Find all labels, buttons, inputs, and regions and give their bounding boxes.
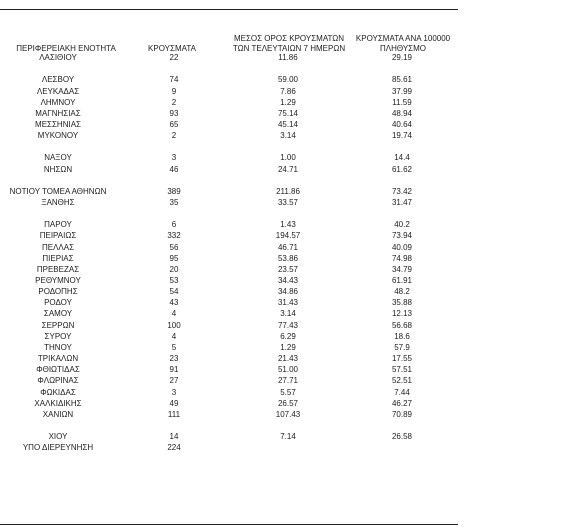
avg-7day-cell: 27.71: [277, 376, 299, 386]
avg-7day-cell: 77.43: [277, 320, 299, 330]
per100k-cell: 61.91: [391, 276, 413, 285]
region-cell: ΤΗΝΟΥ: [44, 342, 72, 352]
cases-cell: 332: [167, 231, 181, 241]
cases-cell: 4: [171, 309, 177, 319]
header-avg-line1: ΜΕΣΟΣ ΟΡΟΣ ΚΡΟΥΣΜΑΤΩΝ: [233, 34, 345, 43]
per100k-cell: 29.19: [391, 53, 413, 62]
cases-cell: 6: [171, 220, 177, 230]
header-avg-line2: ΤΩΝ ΤΕΛΕΥΤΑΙΩΝ 7 ΗΜΕΡΩΝ: [232, 44, 346, 53]
cases-cell: 224: [167, 443, 181, 453]
region-cell: ΝΟΤΙΟΥ ΤΟΜΕΑ ΑΘΗΝΩΝ: [9, 186, 107, 196]
avg-7day-cell: 21.43: [277, 354, 299, 364]
cases-cell: 4: [171, 331, 177, 341]
avg-7day-cell: 1.43: [280, 220, 296, 230]
header-cases: ΚΡΟΥΣΜΑΤΑ: [148, 44, 196, 53]
region-cell: ΥΠΟ ΔΙΕΡΕΥΝΗΣΗ: [22, 443, 94, 453]
cases-cell: 20: [169, 264, 179, 274]
per100k-cell: 7.44: [394, 387, 410, 397]
avg-7day-cell: 107.43: [275, 409, 301, 419]
cases-cell: 3: [171, 153, 177, 163]
avg-7day-cell: 24.71: [277, 164, 299, 174]
per100k-cell: 48.2: [394, 287, 410, 297]
per100k-cell: 14.4: [394, 153, 410, 163]
region-cell: ΧΙΟΥ: [48, 432, 68, 442]
per100k-cell: 61.62: [391, 164, 413, 174]
region-cell: ΦΘΙΩΤΙΔΑΣ: [36, 365, 80, 375]
cases-cell: 3: [171, 387, 177, 397]
region-cell: ΣΕΡΡΩΝ: [41, 320, 75, 330]
region-cell: ΡΕΘΥΜΝΟΥ: [35, 276, 81, 285]
region-cell: ΧΑΛΚΙΔΙΚΗΣ: [34, 398, 82, 408]
avg-7day-cell: 53.86: [277, 253, 299, 263]
region-cell: ΠΡΕΒΕΖΑΣ: [36, 264, 80, 274]
avg-7day-cell: 3.14: [280, 309, 296, 319]
avg-7day-cell: 75.14: [277, 108, 299, 118]
cases-cell: 5: [171, 342, 177, 352]
per100k-cell: 40.09: [391, 242, 413, 252]
avg-7day-cell: 11.86: [278, 53, 298, 62]
region-cell: ΝΗΣΩΝ: [43, 164, 73, 174]
region-cell: ΧΑΝΙΩΝ: [42, 409, 74, 419]
per100k-cell: 73.94: [391, 231, 413, 241]
avg-7day-cell: 34.43: [277, 276, 299, 285]
avg-7day-cell: 34.86: [277, 287, 299, 297]
avg-7day-cell: 51.00: [277, 365, 299, 375]
region-cell: ΡΟΔΟΥ: [44, 298, 72, 308]
per100k-cell: 31.47: [391, 198, 413, 207]
cases-cell: 27: [169, 376, 179, 386]
region-cell: ΤΡΙΚΑΛΩΝ: [37, 354, 79, 364]
region-cell: ΣΑΜΟΥ: [43, 309, 73, 319]
region-cell: ΜΕΣΣΗΝΙΑΣ: [35, 119, 81, 129]
per100k-cell: 40.64: [391, 119, 413, 129]
avg-7day-cell: 1.29: [280, 97, 296, 107]
cases-cell: 53: [169, 276, 179, 285]
avg-7day-cell: 6.29: [280, 331, 296, 341]
avg-7day-cell: 211.86: [276, 186, 300, 196]
per100k-cell: 34.79: [391, 264, 413, 274]
cases-cell: 93: [169, 108, 179, 118]
avg-7day-cell: 1.29: [280, 342, 296, 352]
cases-cell: 54: [169, 287, 179, 297]
per100k-cell: 57.51: [391, 365, 413, 375]
cases-cell: 56: [169, 242, 179, 252]
cases-cell: 35: [169, 198, 179, 207]
region-cell: ΛΕΣΒΟΥ: [41, 75, 75, 85]
per100k-cell: 46.27: [391, 398, 413, 408]
cases-cell: 2: [171, 97, 177, 107]
avg-7day-cell: 5.57: [280, 387, 296, 397]
cases-cell: 111: [167, 409, 181, 419]
per100k-cell: 48.94: [391, 108, 413, 118]
avg-7day-cell: 7.86: [280, 86, 296, 96]
avg-7day-cell: 59.00: [277, 75, 299, 85]
cases-cell: 91: [169, 365, 179, 375]
per100k-cell: 37.99: [391, 86, 413, 96]
avg-7day-cell: 31.43: [277, 298, 299, 308]
per100k-cell: 40.2: [394, 220, 410, 230]
region-cell: ΦΩΚΙΔΑΣ: [40, 387, 76, 397]
cases-cell: 2: [171, 131, 177, 141]
cases-cell: 14: [169, 432, 179, 442]
avg-7day-cell: 23.57: [277, 264, 299, 274]
avg-7day-cell: 3.14: [280, 131, 296, 141]
per100k-cell: 52.51: [391, 376, 413, 386]
avg-7day-cell: 45.14: [277, 119, 299, 129]
per100k-cell: 73.42: [391, 186, 413, 196]
cases-cell: 74: [169, 75, 179, 85]
region-cell: ΠΑΡΟΥ: [44, 220, 72, 230]
region-cell: ΠΕΛΛΑΣ: [41, 242, 75, 252]
per100k-cell: 18.6: [394, 331, 410, 341]
cases-cell: 22: [169, 53, 179, 62]
per100k-cell: 74.98: [391, 253, 413, 263]
per100k-cell: 56.68: [391, 320, 413, 330]
per100k-cell: 19.74: [391, 131, 413, 141]
region-cell: ΦΛΩΡΙΝΑΣ: [37, 376, 79, 386]
per100k-cell: 85.61: [391, 75, 413, 85]
cases-cell: 9: [171, 86, 177, 96]
region-cell: ΛΕΥΚΑΔΑΣ: [36, 86, 80, 96]
region-cell: ΛΗΜΝΟΥ: [40, 97, 76, 107]
per100k-cell: 26.58: [391, 432, 413, 442]
region-cell: ΜΥΚΟΝΟΥ: [37, 131, 79, 141]
region-cell: ΣΥΡΟΥ: [44, 331, 72, 341]
avg-7day-cell: 194.57: [275, 231, 301, 241]
cases-cell: 49: [169, 398, 179, 408]
region-cell: ΠΕΙΡΑΙΩΣ: [39, 231, 77, 241]
avg-7day-cell: 26.57: [277, 398, 299, 408]
header-per100k-line2: ΠΛΗΘΥΣΜΟ: [379, 44, 427, 53]
region-cell: ΝΑΞΟΥ: [44, 153, 72, 163]
region-cell: ΡΟΔΟΠΗΣ: [38, 287, 78, 297]
cases-cell: 43: [169, 298, 179, 308]
per100k-cell: 70.89: [391, 409, 413, 419]
cases-cell: 389: [167, 186, 181, 196]
avg-7day-cell: 46.71: [277, 242, 299, 252]
per100k-cell: 17.55: [391, 354, 413, 364]
header-region: ΠΕΡΙΦΕΡΕΙΑΚΗ ΕΝΟΤΗΤΑ: [16, 44, 116, 53]
region-cell: ΜΑΓΝΗΣΙΑΣ: [35, 108, 81, 118]
avg-7day-cell: 33.57: [277, 198, 299, 207]
region-cell: ΠΙΕΡΙΑΣ: [42, 253, 74, 263]
cases-cell: 46: [169, 164, 179, 174]
region-cell: ΞΑΝΘΗΣ: [41, 198, 75, 207]
per100k-cell: 11.59: [392, 97, 412, 107]
per100k-cell: 57.9: [394, 342, 410, 352]
cases-cell: 100: [167, 320, 181, 330]
region-cell: ΛΑΣΙΘΙΟΥ: [39, 53, 77, 62]
cases-cell: 95: [169, 253, 179, 263]
avg-7day-cell: 1.00: [280, 153, 296, 163]
avg-7day-cell: 7.14: [280, 432, 296, 442]
cases-cell: 65: [169, 119, 179, 129]
header-per100k-line1: ΚΡΟΥΣΜΑΤΑ ΑΝΑ 100000: [355, 34, 451, 43]
per100k-cell: 35.88: [391, 298, 413, 308]
per100k-cell: 12.13: [391, 309, 413, 319]
cases-cell: 23: [169, 354, 179, 364]
